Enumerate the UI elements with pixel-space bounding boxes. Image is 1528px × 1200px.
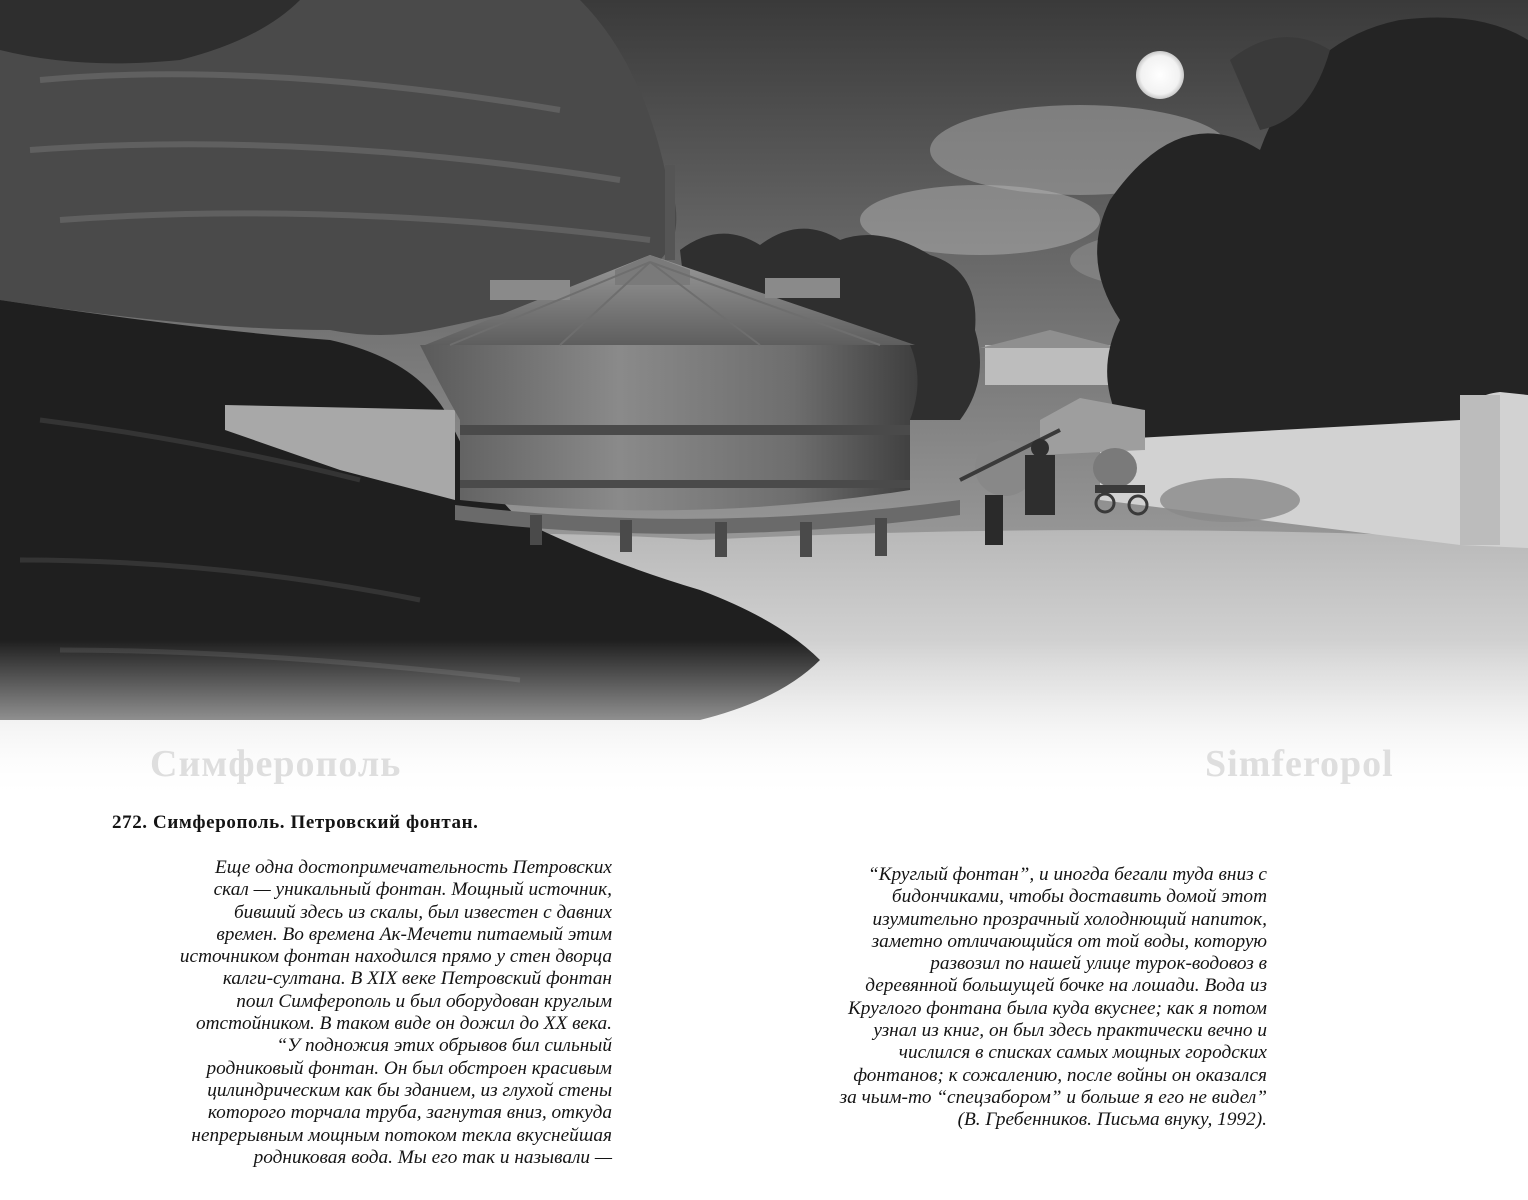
text-line: источником фонтан находился прямо у стен дворца: [179, 946, 612, 968]
moon: [1136, 51, 1184, 99]
text-line: скал — уникальный фонтан. Мощный источник,: [213, 879, 612, 901]
text-line: отстойником. В таком виде он дожил до XX века.: [195, 1013, 612, 1035]
text-line: (В. Гребенников. Письма внуку, 1992).: [957, 1109, 1267, 1131]
text-line: “У подножия этих обрывов бил сильный: [276, 1035, 612, 1057]
text-column-right: [660, 864, 1267, 1132]
text-line: узнал из книг, он был здесь практически вечно и: [873, 1020, 1267, 1042]
text-line: бидончиками, чтобы доставить домой этот: [891, 886, 1267, 908]
text-line: родниковая вода. Мы его так и называли —: [253, 1146, 612, 1168]
text-line: времен. Во времена Ак-Мечети питаемый этим: [216, 923, 612, 945]
distant-house: [985, 345, 1115, 385]
text-line: деревянной большущей бочке на лошади. Вода из: [865, 975, 1267, 997]
photo-caption-russian: Симферополь: [150, 743, 402, 785]
text-line: Еще одна достопримечательность Петровских: [214, 857, 612, 878]
text-line: числился в списках самых мощных городских: [898, 1042, 1267, 1064]
text-line: калги-султана. В XIX веке Петровский фонтан: [222, 968, 612, 990]
text-line: за чьим-то “спецзабором” и больше я его не видел”: [839, 1086, 1267, 1108]
text-line: Круглого фонтана была куда вкуснее; как я потом: [848, 997, 1267, 1019]
chimney-pipe: [665, 165, 675, 260]
text-column-left: [30, 857, 612, 1169]
text-line: заметно отличающийся от той воды, которую: [871, 930, 1267, 952]
text-line: цилиндрическим как бы зданием, из глухой стены: [207, 1079, 612, 1101]
figure-title: 272. Симферополь. Петровский фонтан.: [112, 812, 479, 833]
text-line: непрерывным мощным потоком текла вкуснейшая: [191, 1124, 612, 1146]
photo-caption-english: Simferopol: [1205, 743, 1394, 785]
text-line: изумительно прозрачный холоднющий напиток,: [872, 908, 1267, 930]
text-line: родниковый фонтан. Он был обстроен красивым: [206, 1057, 612, 1079]
text-line: бивший здесь из скалы, был известен с давних: [233, 901, 612, 923]
text-line: которого торчала труба, загнутая вниз, откуда: [207, 1102, 612, 1124]
text-line: “Круглый фонтан”, и иногда бегали туда вниз с: [867, 864, 1267, 885]
text-line: поил Симферополь и был оборудован круглым: [236, 990, 612, 1012]
text-line: фонтанов; к сожалению, после войны он оказался: [853, 1064, 1267, 1086]
text-line: развозил по нашей улице турок-водовоз в: [930, 953, 1267, 975]
